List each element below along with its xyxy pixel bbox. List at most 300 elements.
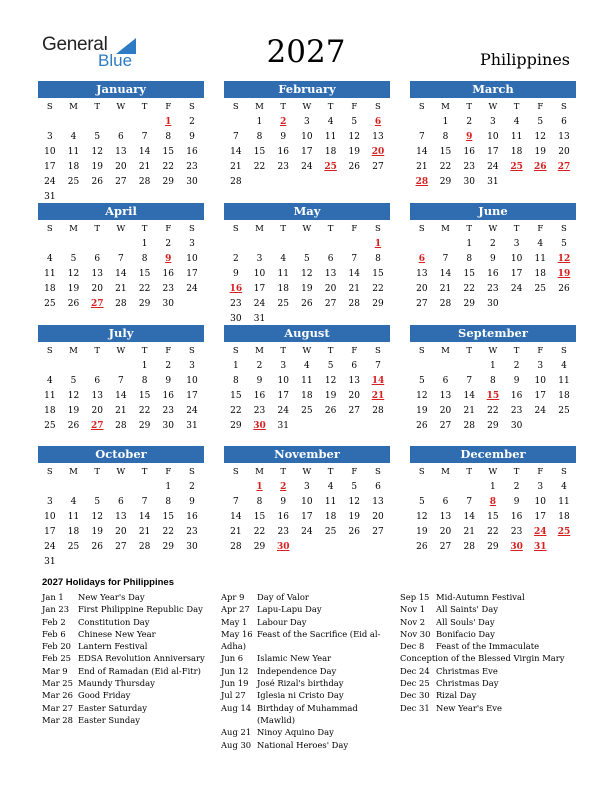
empty-cell — [434, 237, 458, 252]
day-cell: 30 — [162, 299, 174, 309]
day-cell: 8 — [141, 254, 148, 264]
day-cell: 6 — [94, 254, 101, 264]
weekday-label: F — [165, 224, 172, 234]
weekday-label: S — [561, 467, 567, 477]
day-cell: 14 — [463, 391, 475, 401]
day-cell: 9 — [490, 254, 496, 264]
day-cell: 13 — [91, 269, 103, 279]
day-cell: 31 — [277, 421, 289, 431]
holiday-name: Rizal Day — [436, 690, 477, 701]
empty-cell — [410, 115, 434, 130]
weekday-label: T — [141, 467, 148, 477]
holiday-date: Apr 9 — [221, 592, 245, 602]
day-cell: 24 — [44, 542, 56, 552]
day-cell: 18 — [534, 269, 546, 279]
empty-cell — [319, 237, 343, 252]
holiday-date: Jun 12 — [221, 665, 249, 676]
day-cell: 31 — [44, 192, 56, 202]
day-cell: 1 — [165, 482, 172, 492]
holiday-name: Mid-Autumn Festival — [436, 592, 525, 602]
day-cell: 4 — [327, 482, 334, 492]
day-cell: 16 — [487, 269, 499, 279]
day-cell: 30 — [487, 299, 499, 309]
holiday-day: 31 — [534, 542, 547, 552]
day-cell: 9 — [513, 497, 520, 507]
weekday-label: F — [537, 102, 544, 112]
day-cell: 18 — [44, 406, 56, 416]
weekday-label: S — [232, 346, 239, 356]
day-cell: 2 — [256, 361, 263, 371]
day-cell: 16 — [463, 147, 475, 157]
day-cell: 23 — [162, 406, 174, 416]
holiday-day: 15 — [486, 391, 500, 401]
month-header: June — [410, 203, 576, 220]
day-cell: 24 — [534, 406, 546, 416]
month-august — [224, 325, 390, 434]
day-cell: 28 — [230, 542, 242, 552]
day-cell: 25 — [44, 421, 56, 431]
day-cell: 2 — [189, 117, 195, 127]
empty-cell — [62, 359, 86, 374]
day-cell: 18 — [301, 391, 313, 401]
day-cell: 29 — [439, 177, 452, 187]
day-cell: 22 — [439, 162, 452, 172]
empty-cell — [85, 480, 109, 495]
month-header: March — [410, 81, 576, 98]
day-cell: 6 — [351, 361, 358, 371]
day-cell: 22 — [253, 162, 266, 172]
day-cell: 6 — [442, 497, 449, 507]
day-cell: 8 — [490, 376, 496, 386]
holiday-name: Lapu-Lapu Day — [257, 604, 322, 615]
day-cell: 13 — [558, 132, 570, 142]
day-cell: 31 — [186, 421, 198, 431]
day-grid — [38, 465, 204, 570]
holiday-name: Easter Sunday — [78, 714, 141, 725]
day-cell: 9 — [280, 132, 287, 142]
holiday-date: Aug 14 — [221, 702, 252, 713]
day-cell: 13 — [324, 269, 337, 279]
day-cell: 5 — [94, 132, 101, 142]
day-cell: 17 — [510, 269, 523, 279]
day-cell: 24 — [301, 162, 313, 172]
month-header: November — [224, 446, 390, 463]
day-cell: 6 — [375, 482, 381, 492]
weekday-label: S — [418, 224, 425, 234]
day-cell: 24 — [277, 406, 289, 416]
day-cell: 27 — [348, 406, 360, 416]
day-cell: 22 — [138, 406, 151, 416]
day-cell: 8 — [232, 376, 239, 386]
weekday-label: W — [116, 102, 126, 112]
day-cell: 3 — [46, 497, 53, 507]
day-cell: 15 — [487, 512, 499, 522]
day-cell: 9 — [280, 497, 287, 507]
day-cell: 26 — [324, 406, 337, 416]
day-cell: 12 — [91, 147, 103, 157]
day-cell: 14 — [115, 391, 127, 401]
empty-cell — [248, 237, 272, 252]
holiday-date: Dec 24 — [400, 665, 430, 676]
holiday-row — [400, 677, 575, 689]
day-cell: 20 — [558, 147, 570, 157]
weekday-label: T — [466, 467, 473, 477]
day-cell: 12 — [348, 497, 360, 507]
holiday-row — [400, 640, 575, 652]
day-cell: 14 — [348, 269, 360, 279]
day-cell: 21 — [348, 284, 360, 294]
day-cell: 20 — [91, 406, 103, 416]
day-cell: 23 — [253, 406, 266, 416]
day-cell: 17 — [487, 147, 499, 157]
day-cell: 8 — [256, 132, 263, 142]
weekday-label: F — [165, 102, 172, 112]
empty-cell — [109, 480, 133, 495]
day-cell: 22 — [372, 284, 384, 294]
weekday-label: S — [46, 467, 53, 477]
day-cell: 10 — [186, 254, 198, 264]
day-cell: 5 — [70, 376, 77, 386]
day-cell: 9 — [189, 132, 195, 142]
holiday-day: 6 — [418, 254, 425, 264]
day-cell: 4 — [280, 254, 287, 264]
holiday-name: National Heroes' Day — [257, 739, 349, 750]
day-cell: 7 — [466, 376, 473, 386]
day-cell: 11 — [324, 132, 337, 142]
day-cell: 4 — [70, 132, 77, 142]
empty-cell — [109, 237, 133, 252]
holiday-row — [42, 714, 217, 726]
day-cell: 27 — [416, 299, 428, 309]
empty-cell — [410, 237, 434, 252]
day-cell: 28 — [138, 177, 151, 187]
empty-cell — [38, 359, 62, 374]
day-cell: 26 — [416, 421, 428, 431]
day-cell: 31 — [44, 557, 56, 567]
day-cell: 19 — [91, 527, 103, 537]
empty-cell — [342, 237, 366, 252]
day-cell: 23 — [510, 406, 523, 416]
day-cell: 12 — [416, 391, 428, 401]
day-cell: 15 — [230, 391, 242, 401]
day-cell: 7 — [118, 254, 124, 264]
day-grid — [38, 222, 204, 312]
day-cell: 12 — [67, 391, 80, 401]
weekday-label: T — [513, 224, 520, 234]
holiday-day: 30 — [510, 542, 523, 552]
day-cell: 21 — [439, 284, 452, 294]
holiday-row — [221, 739, 396, 751]
day-cell: 26 — [91, 542, 103, 552]
day-cell: 6 — [118, 132, 124, 142]
holiday-name: Iglesia ni Cristo Day — [257, 690, 344, 701]
day-cell: 28 — [115, 421, 127, 431]
holiday-name: Labour Day — [257, 616, 307, 627]
day-cell: 10 — [510, 254, 523, 264]
day-cell: 14 — [230, 147, 242, 157]
holiday-row — [400, 628, 575, 640]
holiday-date: Apr 27 — [221, 604, 250, 615]
day-cell: 16 — [253, 391, 266, 401]
weekday-label: S — [189, 102, 195, 112]
weekday-label: T — [94, 224, 101, 234]
holiday-row — [221, 702, 396, 727]
empty-cell — [434, 480, 458, 495]
day-cell: 18 — [44, 284, 56, 294]
holiday-day: 25 — [510, 162, 523, 172]
day-cell: 12 — [91, 512, 103, 522]
day-cell: 25 — [67, 542, 80, 552]
day-cell: 11 — [324, 497, 337, 507]
day-cell: 28 — [439, 299, 452, 309]
day-cell: 14 — [463, 512, 475, 522]
day-cell: 1 — [141, 361, 148, 371]
holiday-row — [221, 616, 396, 628]
holiday-name: New Year's Day — [78, 592, 145, 602]
day-cell: 15 — [372, 269, 384, 279]
day-cell: 26 — [348, 162, 360, 172]
day-cell: 13 — [372, 497, 384, 507]
day-cell: 20 — [324, 284, 337, 294]
month-july — [38, 325, 204, 434]
holiday-column — [400, 591, 575, 714]
day-cell: 27 — [439, 421, 452, 431]
holiday-name: Independence Day — [257, 665, 337, 676]
holiday-name: First Philippine Republic Day — [78, 604, 203, 615]
day-cell: 11 — [534, 254, 546, 264]
day-cell: 6 — [327, 254, 334, 264]
day-cell: 7 — [442, 254, 449, 264]
day-cell: 4 — [304, 361, 310, 371]
day-cell: 1 — [442, 117, 449, 127]
day-cell: 18 — [67, 527, 80, 537]
logo-blue-text: Blue — [98, 51, 133, 70]
holiday-day: 9 — [466, 132, 473, 142]
day-cell: 8 — [256, 497, 263, 507]
day-cell: 3 — [537, 361, 544, 371]
day-cell: 15 — [463, 269, 475, 279]
holiday-day: 6 — [374, 117, 382, 127]
day-cell: 10 — [301, 497, 313, 507]
day-cell: 12 — [324, 376, 337, 386]
month-header: April — [38, 203, 204, 220]
holiday-day: 8 — [489, 497, 497, 507]
day-cell: 25 — [44, 299, 56, 309]
country-label: Philippines — [479, 50, 570, 69]
weekday-label: S — [561, 346, 567, 356]
day-cell: 17 — [186, 269, 198, 279]
weekday-label: F — [351, 224, 358, 234]
day-cell: 30 — [510, 421, 523, 431]
day-cell: 30 — [463, 177, 475, 187]
month-header: September — [410, 325, 576, 342]
weekday-label: S — [561, 102, 567, 112]
empty-cell — [109, 359, 133, 374]
weekday-label: T — [466, 224, 473, 234]
holiday-row — [400, 591, 575, 603]
day-cell: 4 — [70, 497, 77, 507]
day-cell: 23 — [463, 162, 475, 172]
holiday-row — [42, 628, 217, 640]
day-cell: 29 — [372, 299, 384, 309]
day-cell: 11 — [558, 497, 570, 507]
holiday-row — [221, 603, 396, 615]
day-cell: 11 — [558, 376, 570, 386]
holiday-row — [221, 652, 396, 664]
weekday-label: S — [561, 224, 567, 234]
holiday-date: Dec 25 — [400, 678, 430, 689]
weekday-label: M — [69, 102, 78, 112]
holidays-title: 2027 Holidays for Philippines — [42, 577, 174, 588]
weekday-label: M — [255, 346, 264, 356]
empty-cell — [62, 237, 86, 252]
weekday-label: T — [513, 346, 520, 356]
weekday-label: S — [375, 346, 381, 356]
page-title: 2027 — [266, 34, 346, 70]
day-cell: 5 — [351, 482, 358, 492]
day-cell: 11 — [67, 512, 80, 522]
holiday-name: End of Ramadan (Eid al-Fitr) — [78, 665, 201, 676]
holiday-date: May 16 — [221, 628, 253, 639]
day-cell: 7 — [375, 361, 381, 371]
day-cell: 12 — [67, 269, 80, 279]
holiday-date: Mar 27 — [42, 702, 73, 713]
holiday-day: 20 — [371, 147, 385, 157]
day-cell: 24 — [186, 284, 198, 294]
day-cell: 10 — [534, 376, 546, 386]
weekday-label: S — [232, 224, 239, 234]
day-cell: 7 — [232, 132, 239, 142]
day-cell: 26 — [67, 421, 80, 431]
holiday-date: Nov 2 — [400, 616, 426, 627]
day-cell: 1 — [141, 239, 148, 249]
holiday-name: Christmas Eve — [436, 665, 498, 676]
day-cell: 13 — [348, 376, 360, 386]
holiday-date: Aug 21 — [221, 727, 252, 738]
day-cell: 23 — [277, 162, 289, 172]
holiday-name: Feast of the Immaculate — [436, 641, 540, 652]
day-cell: 4 — [561, 482, 567, 492]
empty-cell — [133, 115, 157, 130]
weekday-label: T — [280, 346, 287, 356]
day-cell: 3 — [513, 239, 520, 249]
day-cell: 31 — [253, 314, 266, 324]
day-cell: 15 — [162, 512, 174, 522]
day-cell: 4 — [561, 361, 567, 371]
holiday-name: EDSA Revolution Anniversary — [78, 653, 205, 664]
holiday-name: Adha) — [221, 641, 247, 652]
day-cell: 17 — [186, 391, 198, 401]
day-cell: 12 — [301, 269, 313, 279]
day-cell: 18 — [324, 147, 337, 157]
day-cell: 10 — [277, 376, 289, 386]
holiday-name: New Year's Eve — [436, 702, 502, 713]
empty-cell — [38, 115, 62, 130]
day-cell: 13 — [439, 512, 452, 522]
day-cell: 17 — [277, 391, 289, 401]
holiday-name: Good Friday — [78, 690, 131, 701]
day-cell: 14 — [115, 269, 127, 279]
day-cell: 10 — [186, 376, 198, 386]
day-cell: 14 — [230, 512, 242, 522]
day-cell: 2 — [490, 239, 496, 249]
weekday-label: M — [441, 102, 450, 112]
month-april — [38, 203, 204, 312]
month-june — [410, 203, 576, 312]
holiday-row — [221, 689, 396, 701]
empty-cell — [410, 359, 434, 374]
day-cell: 19 — [301, 284, 313, 294]
day-cell: 9 — [513, 376, 520, 386]
weekday-label: T — [141, 346, 148, 356]
day-cell: 24 — [186, 406, 198, 416]
day-cell: 28 — [138, 542, 151, 552]
day-cell: 19 — [348, 512, 360, 522]
day-cell: 20 — [439, 527, 452, 537]
day-cell: 28 — [115, 299, 127, 309]
weekday-label: F — [351, 102, 358, 112]
holiday-row — [42, 652, 217, 664]
weekday-label: M — [255, 467, 264, 477]
day-cell: 9 — [189, 497, 195, 507]
day-grid — [224, 465, 390, 555]
day-cell: 23 — [510, 527, 523, 537]
day-cell: 1 — [490, 482, 496, 492]
weekday-label: S — [375, 102, 381, 112]
day-cell: 24 — [44, 177, 56, 187]
day-cell: 29 — [487, 542, 499, 552]
day-cell: 22 — [138, 284, 151, 294]
day-cell: 19 — [348, 147, 360, 157]
holiday-date: Mar 25 — [42, 678, 73, 689]
empty-cell — [457, 359, 481, 374]
day-grid — [410, 344, 576, 434]
day-cell: 29 — [162, 542, 174, 552]
holiday-name: Bonifacio Day — [436, 628, 495, 639]
empty-cell — [271, 237, 295, 252]
day-cell: 16 — [186, 512, 198, 522]
day-cell: 6 — [442, 376, 449, 386]
day-cell: 18 — [510, 147, 523, 157]
day-cell: 29 — [138, 299, 151, 309]
weekday-label: F — [351, 467, 358, 477]
weekday-label: M — [69, 224, 78, 234]
day-cell: 23 — [277, 527, 289, 537]
day-cell: 27 — [372, 527, 384, 537]
day-cell: 11 — [67, 147, 80, 157]
holiday-row — [42, 591, 217, 603]
weekday-label: W — [488, 346, 498, 356]
day-cell: 30 — [186, 542, 198, 552]
day-cell: 12 — [416, 512, 428, 522]
day-cell: 25 — [324, 527, 337, 537]
weekday-label: F — [537, 224, 544, 234]
holiday-date: Mar 26 — [42, 690, 73, 701]
holiday-day: 30 — [253, 421, 266, 431]
day-cell: 15 — [138, 391, 151, 401]
weekday-label: W — [302, 346, 312, 356]
day-cell: 23 — [230, 299, 242, 309]
day-cell: 2 — [165, 361, 172, 371]
day-cell: 6 — [561, 117, 567, 127]
weekday-label: T — [94, 467, 101, 477]
day-cell: 10 — [534, 497, 546, 507]
month-march — [410, 81, 576, 190]
day-cell: 27 — [324, 299, 337, 309]
day-cell: 4 — [537, 239, 544, 249]
day-grid — [38, 344, 204, 434]
month-september — [410, 325, 576, 434]
